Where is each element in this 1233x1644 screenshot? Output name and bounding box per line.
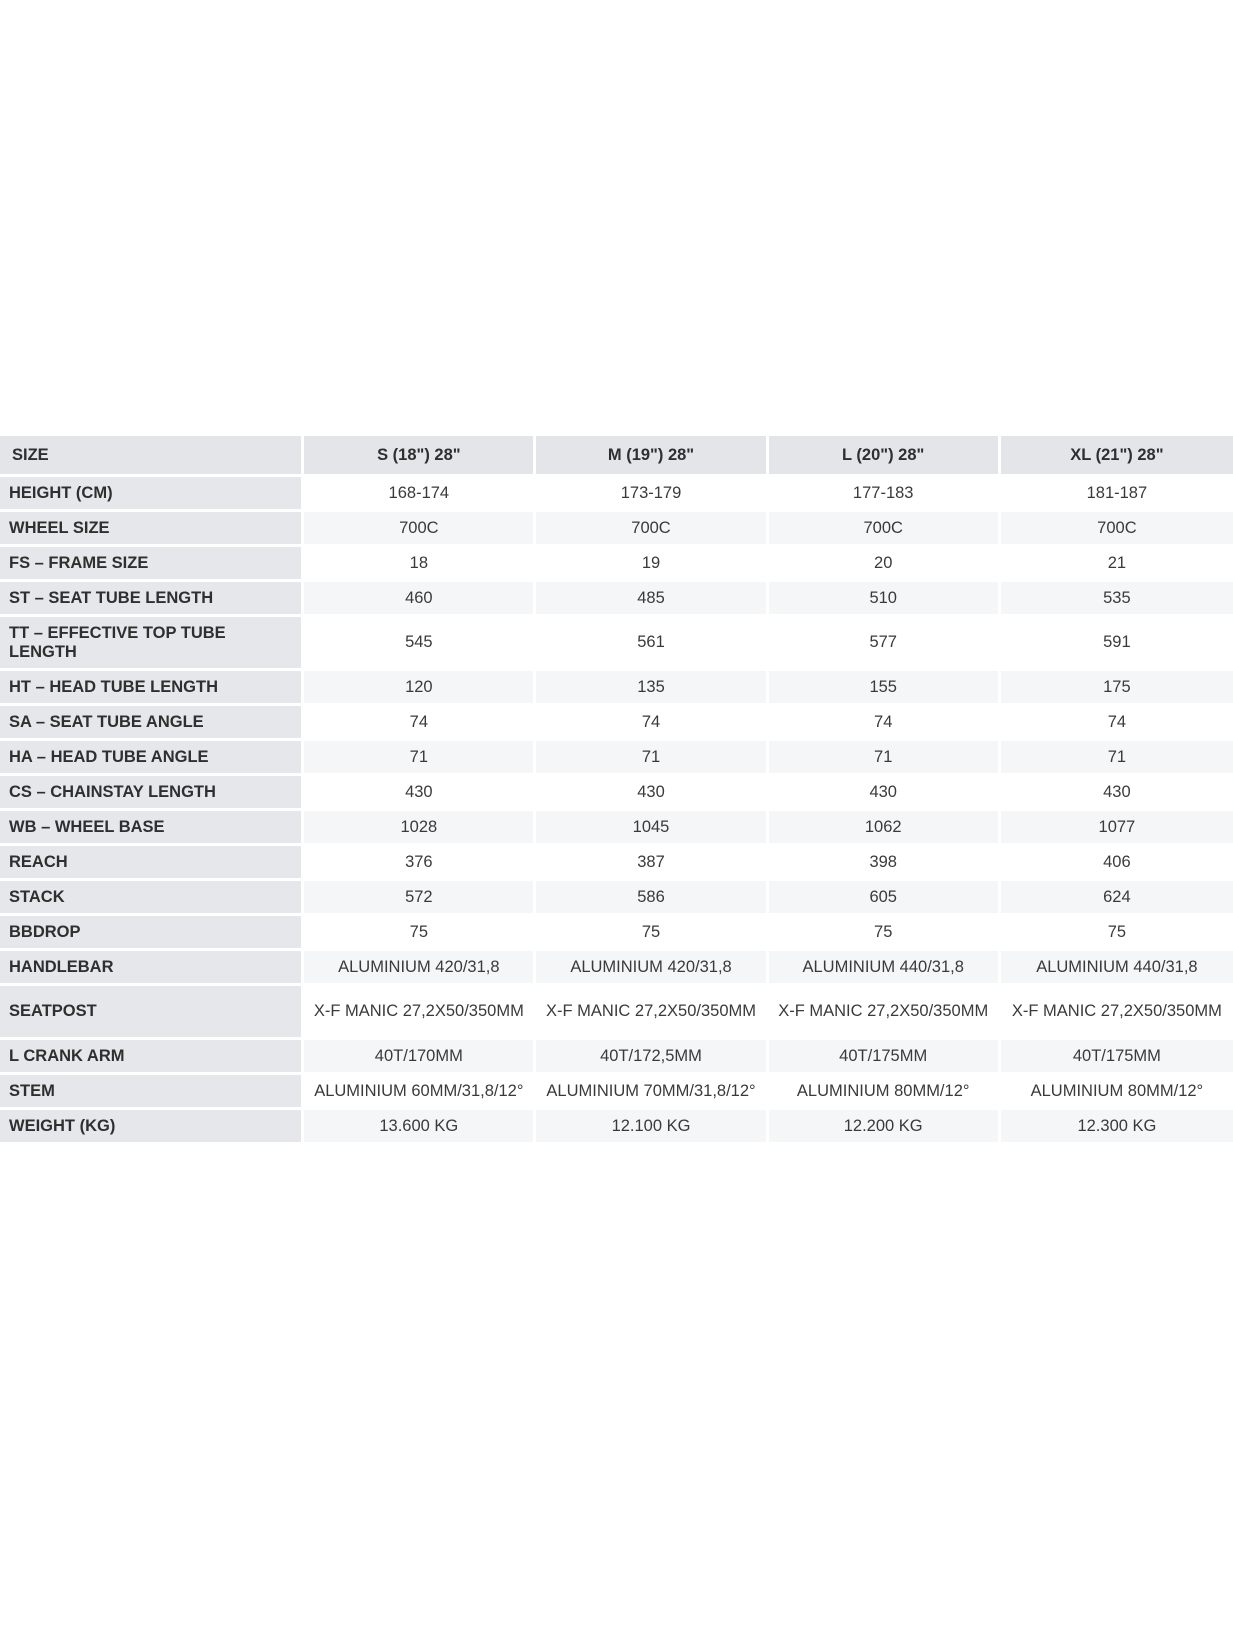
table-cell: 700C	[536, 512, 768, 547]
header-size-m: M (19") 28"	[536, 436, 768, 477]
table-cell: 430	[1001, 776, 1233, 811]
table-cell: 20	[769, 547, 1001, 582]
table-row	[0, 547, 1233, 582]
row-label: L CRANK ARM	[0, 1040, 304, 1075]
row-label: WHEEL SIZE	[0, 512, 304, 547]
table-row	[0, 671, 1233, 706]
row-label: TT – EFFECTIVE TOP TUBE LENGTH	[0, 617, 304, 671]
row-label: SEATPOST	[0, 986, 304, 1040]
row-label: HT – HEAD TUBE LENGTH	[0, 671, 304, 706]
table-row	[0, 1040, 1233, 1075]
table-cell: 700C	[1001, 512, 1233, 547]
table-cell: 75	[536, 916, 768, 951]
table-cell: 572	[304, 881, 536, 916]
table-cell: 12.300 KG	[1001, 1110, 1233, 1145]
table-cell: 40T/175MM	[769, 1040, 1001, 1075]
row-label: STACK	[0, 881, 304, 916]
row-label: REACH	[0, 846, 304, 881]
table-cell: ALUMINIUM 70MM/31,8/12°	[536, 1075, 768, 1110]
geometry-spec-table	[0, 436, 1233, 1145]
table-cell: 13.600 KG	[304, 1110, 536, 1145]
table-cell: 1045	[536, 811, 768, 846]
table-cell: ALUMINIUM 80MM/12°	[769, 1075, 1001, 1110]
table-cell: 1028	[304, 811, 536, 846]
table-cell: 485	[536, 582, 768, 617]
table-cell: 177-183	[769, 477, 1001, 512]
table-cell: 175	[1001, 671, 1233, 706]
table-cell: 535	[1001, 582, 1233, 617]
row-label: BBDROP	[0, 916, 304, 951]
table-cell: 71	[1001, 741, 1233, 776]
table-cell: 120	[304, 671, 536, 706]
table-cell: 700C	[304, 512, 536, 547]
table-cell: 624	[1001, 881, 1233, 916]
row-label: CS – CHAINSTAY LENGTH	[0, 776, 304, 811]
table-cell: 1077	[1001, 811, 1233, 846]
row-label: ST – SEAT TUBE LENGTH	[0, 582, 304, 617]
table-row	[0, 1075, 1233, 1110]
table-cell: 460	[304, 582, 536, 617]
table-cell: X-F MANIC 27,2X50/350MM	[536, 986, 768, 1040]
table-cell: 510	[769, 582, 1001, 617]
table-cell: ALUMINIUM 420/31,8	[536, 951, 768, 986]
table-cell: ALUMINIUM 80MM/12°	[1001, 1075, 1233, 1110]
header-size-s: S (18") 28"	[304, 436, 536, 477]
table-cell: 561	[536, 617, 768, 671]
table-cell: 21	[1001, 547, 1233, 582]
table-cell: 387	[536, 846, 768, 881]
table-row	[0, 512, 1233, 547]
table-cell: 75	[1001, 916, 1233, 951]
table-row	[0, 706, 1233, 741]
table-cell: 74	[769, 706, 1001, 741]
table-cell: 591	[1001, 617, 1233, 671]
table-header-row	[0, 436, 1233, 477]
table-cell: 376	[304, 846, 536, 881]
table-row	[0, 1110, 1233, 1145]
table-cell: 40T/172,5MM	[536, 1040, 768, 1075]
table-row	[0, 846, 1233, 881]
table-cell: 71	[769, 741, 1001, 776]
row-label: WEIGHT (KG)	[0, 1110, 304, 1145]
table-cell: 18	[304, 547, 536, 582]
table-cell: 71	[304, 741, 536, 776]
table-row	[0, 477, 1233, 512]
table-cell: 430	[536, 776, 768, 811]
row-label: STEM	[0, 1075, 304, 1110]
table-row	[0, 916, 1233, 951]
row-label: SA – SEAT TUBE ANGLE	[0, 706, 304, 741]
table-row	[0, 986, 1233, 1040]
table-cell: X-F MANIC 27,2X50/350MM	[1001, 986, 1233, 1040]
table-cell: 74	[536, 706, 768, 741]
row-label: WB – WHEEL BASE	[0, 811, 304, 846]
table-cell: 605	[769, 881, 1001, 916]
table-cell: 40T/170MM	[304, 1040, 536, 1075]
table-cell: 430	[769, 776, 1001, 811]
header-size-label: SIZE	[0, 436, 304, 477]
header-size-l: L (20") 28"	[769, 436, 1001, 477]
table-cell: 74	[304, 706, 536, 741]
table-cell: 155	[769, 671, 1001, 706]
table-cell: 71	[536, 741, 768, 776]
table-body	[0, 477, 1233, 1145]
row-label: HANDLEBAR	[0, 951, 304, 986]
row-label: HEIGHT (CM)	[0, 477, 304, 512]
table-cell: 173-179	[536, 477, 768, 512]
table-cell: 12.100 KG	[536, 1110, 768, 1145]
table-cell: 586	[536, 881, 768, 916]
table-cell: 40T/175MM	[1001, 1040, 1233, 1075]
table-cell: X-F MANIC 27,2X50/350MM	[769, 986, 1001, 1040]
table-cell: 12.200 KG	[769, 1110, 1001, 1145]
table-cell: 398	[769, 846, 1001, 881]
table-cell: 700C	[769, 512, 1001, 547]
table-cell: ALUMINIUM 440/31,8	[1001, 951, 1233, 986]
table-row	[0, 951, 1233, 986]
table-cell: 1062	[769, 811, 1001, 846]
table-row	[0, 811, 1233, 846]
table-row	[0, 617, 1233, 671]
table-cell: 75	[304, 916, 536, 951]
table-cell: 19	[536, 547, 768, 582]
table-cell: 181-187	[1001, 477, 1233, 512]
row-label: FS – FRAME SIZE	[0, 547, 304, 582]
table-cell: ALUMINIUM 60MM/31,8/12°	[304, 1075, 536, 1110]
table-cell: ALUMINIUM 420/31,8	[304, 951, 536, 986]
table-cell: 577	[769, 617, 1001, 671]
header-size-xl: XL (21") 28"	[1001, 436, 1233, 477]
table-cell: 545	[304, 617, 536, 671]
table-cell: 135	[536, 671, 768, 706]
table-cell: 75	[769, 916, 1001, 951]
table-row	[0, 776, 1233, 811]
table-cell: 406	[1001, 846, 1233, 881]
table-row	[0, 741, 1233, 776]
table-cell: 74	[1001, 706, 1233, 741]
table-row	[0, 582, 1233, 617]
table-cell: X-F MANIC 27,2X50/350MM	[304, 986, 536, 1040]
row-label: HA – HEAD TUBE ANGLE	[0, 741, 304, 776]
table-row	[0, 881, 1233, 916]
table-cell: ALUMINIUM 440/31,8	[769, 951, 1001, 986]
table-cell: 168-174	[304, 477, 536, 512]
table-cell: 430	[304, 776, 536, 811]
